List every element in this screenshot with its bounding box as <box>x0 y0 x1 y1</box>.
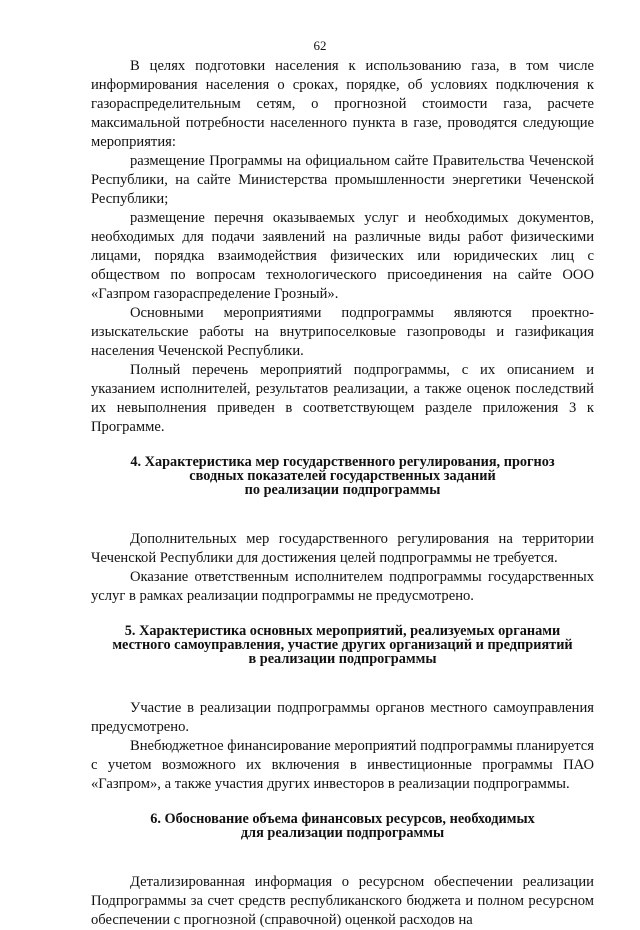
section-5-heading-line-2: местного самоуправления, участие других организаций и предприятий <box>112 637 573 653</box>
section-6-heading-line-1: 6. Обоснование объема финансовых ресурсов, необходимых <box>150 811 535 827</box>
section-5-heading <box>91 624 594 666</box>
section-4-heading <box>91 455 594 497</box>
intro-paragraph-2: размещение Программы на официальном сайте Правительства Чеченской Республики, на сайте Министерства промышленности энергетики Чеченской Республики; <box>91 153 594 207</box>
section-4-heading-line-1: 4. Характеристика мер государственного регулирования, прогноз <box>130 454 555 470</box>
section-5-paragraph-1: Участие в реализации подпрограммы органов местного самоуправления предусмотрено. <box>91 700 594 735</box>
section-6-heading-line-2: для реализации подпрограммы <box>240 825 445 841</box>
page-number: 62 <box>313 38 327 53</box>
document-body <box>91 57 594 930</box>
section-6-paragraph-1: Детализированная информация о ресурсном обеспечении реализации Подпрограммы за счет средств республиканского бюджета и полном ресурсном обеспечении с прогнозной (справочной) оценкой расходов на <box>91 874 594 928</box>
section-4-heading-line-3: по реализации подпрограммы <box>244 482 441 498</box>
intro-paragraph-5: Полный перечень мероприятий подпрограммы, с их описанием и указанием исполнителей, результатов реализации, а также оценок последствий их невыполнения приведен в соответствующем разделе приложения 3 к Программе. <box>91 362 594 435</box>
intro-paragraph-3: размещение перечня оказываемых услуг и необходимых документов, необходимых для подачи заявлений на различные виды работ физическими лицами, порядка взаимодействия физических или юридических лиц с обществом по вопросам технологического присоединения на сайте ООО «Газпром газораспределение Грозный». <box>91 210 594 302</box>
section-4-paragraph-1: Дополнительных мер государственного регулирования на территории Чеченской Республики для достижения целей подпрограммы не требуется. <box>91 531 594 566</box>
section-5-heading-line-3: в реализации подпрограммы <box>248 651 437 667</box>
section-4-heading-line-2: сводных показателей государственных заданий <box>189 468 496 484</box>
section-6-heading <box>91 812 594 840</box>
section-4-paragraph-2: Оказание ответственным исполнителем подпрограммы государственных услуг в рамках реализации подпрограммы не предусмотрено. <box>91 569 594 604</box>
section-5-paragraph-2: Внебюджетное финансирование мероприятий подпрограммы планируется с учетом возможного их включения в инвестиционные программы ПАО «Газпром», а также участия других инвесторов в реализации подпрограммы. <box>91 738 594 792</box>
intro-paragraph-1: В целях подготовки населения к использованию газа, в том числе информирования населения о сроках, порядке, об условиях подключения к газораспределительным сетям, о прогнозной стоимости газа, расчете максимальной потребности населенного пункта в газе, проводятся следующие мероприятия: <box>91 58 594 150</box>
section-5-heading-line-1: 5. Характеристика основных мероприятий, реализуемых органами <box>124 623 561 639</box>
intro-paragraph-4: Основными мероприятиями подпрограммы являются проектно-изыскательские работы на внутрипоселковые газопроводы и газификация населения Чеченской Республики. <box>91 305 594 359</box>
